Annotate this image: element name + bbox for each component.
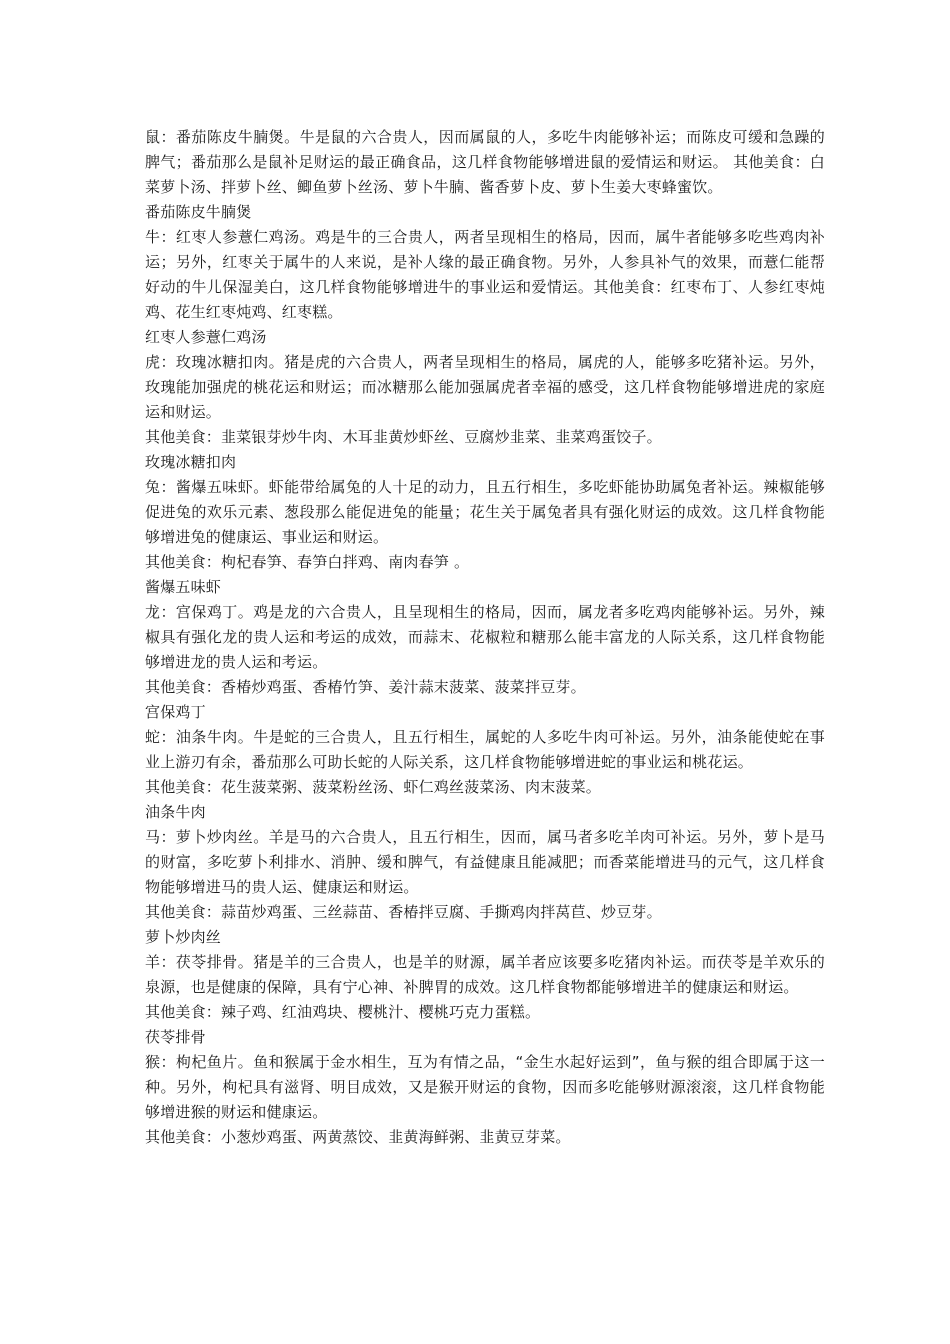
paragraph-dragon: 龙：宫保鸡丁。鸡是龙的六合贵人，且呈现相生的格局，因而，属龙者多吃鸡肉能够补运。另外，辣椒具有强化龙的贵人运和考运的成效，而蒜末、花椒粒和糖那么能丰富龙的人际关系，这几样食物能够增进龙的贵人运和考运。: [145, 603, 825, 671]
paragraph-monkey: 猴：枸杞鱼片。鱼和猴属于金水相生，互为有情之品，“金生水起好运到”，鱼与猴的组合即属于这一种。另外，枸杞具有滋肾、明目成效，又是猴开财运的食物，因而多吃能够财源滚滚，这几样食物能够增进猴的财运和健康运。: [145, 1053, 825, 1121]
paragraph-rat: 鼠：番茄陈皮牛腩煲。牛是鼠的六合贵人，因而属鼠的人，多吃牛肉能够补运；而陈皮可缓和急躁的脾气；番茄那么是鼠补足财运的最正确食品，这几样食物能够增进鼠的爱情运和财运。 其他美食：白菜萝卜汤、拌萝卜丝、鲫鱼萝卜丝汤、萝卜牛腩、酱香萝卜皮、萝卜生姜大枣蜂蜜饮。: [145, 128, 825, 196]
other-food-tiger: 其他美食：韭菜银芽炒牛肉、木耳韭黄炒虾丝、豆腐炒韭菜、韭菜鸡蛋饺子。: [145, 428, 662, 446]
other-food-snake: 其他美食：花生菠菜粥、菠菜粉丝汤、虾仁鸡丝菠菜汤、肉末菠菜。: [145, 778, 602, 796]
paragraph-goat: 羊：茯苓排骨。猪是羊的三合贵人，也是羊的财源，属羊者应该要多吃猪肉补运。而茯苓是羊欢乐的泉源，也是健康的保障，具有宁心神、补脾胃的成效。这几样食物都能够增进羊的健康运和财运。: [145, 953, 825, 996]
paragraph-rabbit: 兔：酱爆五味虾。虾能带给属兔的人十足的动力，且五行相生，多吃虾能协助属兔者补运。辣椒能够促进兔的欢乐元素、葱段那么能促进兔的能量；花生关于属兔者具有强化财运的成效。这几样食物能够增进兔的健康运、事业运和财运。: [145, 478, 825, 546]
dish-title-goat: 茯苓排骨: [145, 1028, 206, 1046]
paragraph-ox: 牛：红枣人参薏仁鸡汤。鸡是牛的三合贵人，两者呈现相生的格局，因而，属牛者能够多吃些鸡肉补运；另外，红枣关于属牛的人来说，是补人缘的最正确食物。另外，人参具补气的效果，而薏仁能帮好动的牛儿保湿美白，这几样食物能够增进牛的事业运和爱情运。其他美食：红枣布丁、人参红枣炖鸡、花生红枣炖鸡、红枣糕。: [145, 228, 825, 321]
other-food-horse: 其他美食：蒜苗炒鸡蛋、三丝蒜苗、香椿拌豆腐、手撕鸡肉拌莴苣、炒豆芽。: [145, 903, 662, 921]
dish-title-snake: 油条牛肉: [145, 803, 206, 821]
dish-title-tiger: 玫瑰冰糖扣肉: [145, 453, 237, 471]
dish-title-rat: 番茄陈皮牛腩煲: [145, 203, 252, 221]
other-food-goat: 其他美食：辣子鸡、红油鸡块、樱桃汁、樱桃巧克力蛋糕。: [145, 1003, 541, 1021]
paragraph-horse: 马：萝卜炒肉丝。羊是马的六合贵人，且五行相生，因而，属马者多吃羊肉可补运。另外，萝卜是马的财富，多吃萝卜利排水、消肿、缓和脾气，有益健康且能减肥；而香菜能增进马的元气，这几样食物能够增进马的贵人运、健康运和财运。: [145, 828, 825, 896]
dish-title-horse: 萝卜炒肉丝: [145, 928, 222, 946]
other-food-dragon: 其他美食：香椿炒鸡蛋、香椿竹笋、姜汁蒜末菠菜、菠菜拌豆芽。: [145, 678, 586, 696]
other-food-monkey: 其他美食：小葱炒鸡蛋、两黄蒸饺、韭黄海鲜粥、韭黄豆芽菜。: [145, 1128, 571, 1146]
other-food-rabbit: 其他美食：枸杞春笋、春笋白拌鸡、南肉春笋 。: [145, 553, 470, 571]
document-body: [145, 125, 825, 1150]
paragraph-snake: 蛇：油条牛肉。牛是蛇的三合贵人，且五行相生，属蛇的人多吃牛肉可补运。另外，油条能使蛇在事业上游刃有余，番茄那么可助长蛇的人际关系，这几样食物能够增进蛇的事业运和桃花运。: [145, 728, 825, 771]
dish-title-dragon: 宫保鸡丁: [145, 703, 206, 721]
dish-title-rabbit: 酱爆五味虾: [145, 578, 222, 596]
paragraph-tiger: 虎：玫瑰冰糖扣肉。猪是虎的六合贵人，两者呈现相生的格局，属虎的人，能够多吃猪补运。另外，玫瑰能加强虎的桃花运和财运；而冰糖那么能加强属虎者幸福的感受，这几样食物能够增进虎的家庭运和财运。: [145, 353, 825, 421]
dish-title-ox: 红枣人参薏仁鸡汤: [145, 328, 267, 346]
